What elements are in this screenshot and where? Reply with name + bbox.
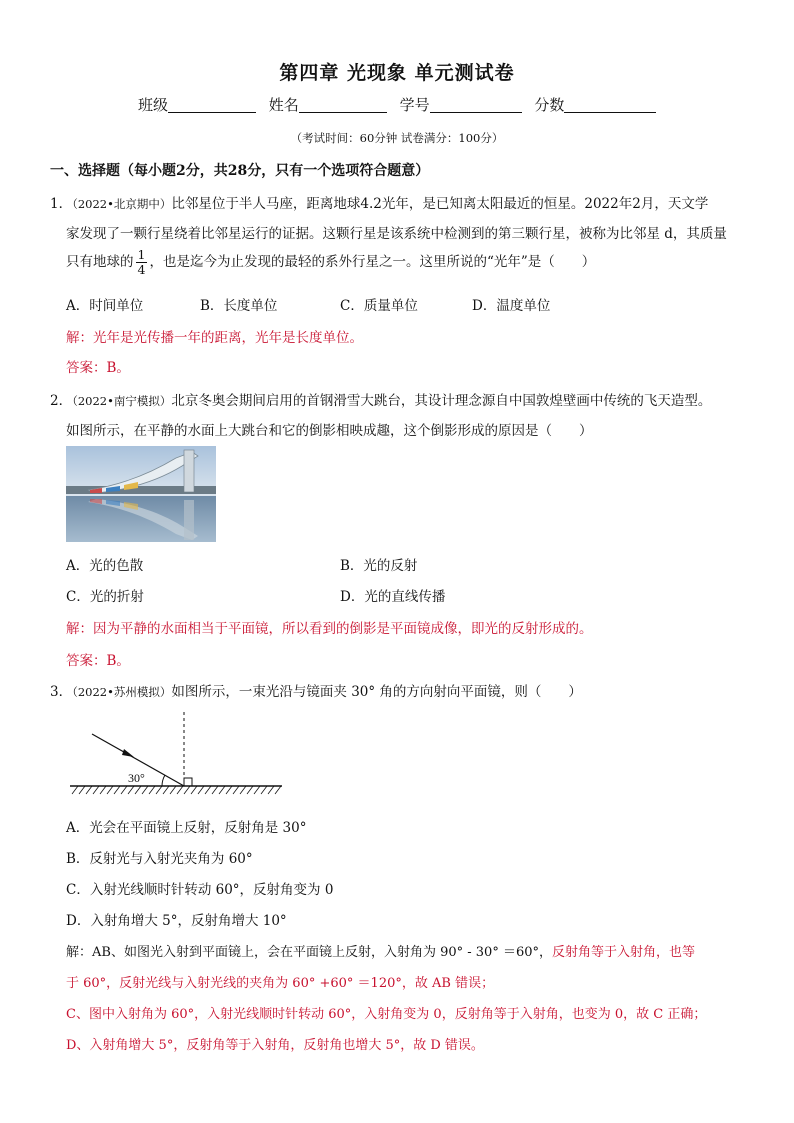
right-angle-marker (184, 778, 192, 786)
q2-option-b[interactable]: B．光的反射 (340, 558, 418, 574)
angle-label: 30° (128, 771, 145, 785)
q3-solution-1a: 解：AB、如图光入射到平面镜上，会在平面镜上反射，入射角为 90° - 30° ＝60°， (66, 945, 552, 960)
q3-solution-4a: D、入射角增大 5°， (66, 1038, 187, 1053)
q2-line1 (50, 389, 711, 409)
class-label: 班级 (138, 96, 169, 114)
q1-line2: 家发现了一颗行星绕着比邻星运行的证据。这颗行星是该系统中检测到的第三颗行星，被称为比邻星 d，其质量 (66, 226, 727, 242)
q3-solution-1b: 反射角等于入射角，也等 (552, 945, 696, 960)
q3-option-d[interactable]: D．入射角增大 5°，反射角增大 10° (66, 913, 287, 929)
q3-option-c[interactable]: C．入射光线顺时针转动 60°，反射角变为 0 (66, 882, 334, 898)
q1-source: （2022•北京期中） (72, 197, 172, 211)
fraction-numerator: 1 (137, 247, 146, 262)
class-blank[interactable] (168, 96, 256, 113)
mirror-diagram (66, 708, 286, 800)
ski-jump-photo (66, 446, 216, 542)
q3-number: 3． (50, 684, 73, 700)
mirror-hatching (72, 786, 281, 794)
exam-note: （考试时间：60分钟 试卷满分：100分） (290, 131, 504, 145)
q1-text3b: ，也是迄今为止发现的最轻的系外行星之一。这里所说的“光年”是（ ） (149, 254, 596, 270)
q3-text1: 如图所示，一束光沿与镜面夹 30° 角的方向射向平面镜，则（ ） (171, 684, 582, 700)
q1-fraction (136, 248, 148, 277)
q3-option-a[interactable]: A．光会在平面镜上反射，反射角是 30° (66, 820, 307, 836)
q1-option-b[interactable]: B．长度单位 (200, 298, 278, 314)
id-blank[interactable] (430, 96, 522, 113)
id-label: 学号 (399, 96, 430, 114)
q3-solution-line4 (66, 1034, 484, 1053)
q2-source: （2022•南宁模拟） (72, 394, 172, 408)
q3-source: （2022•苏州模拟） (72, 685, 172, 699)
fraction-denominator: 4 (137, 262, 146, 277)
angle-arc (162, 775, 165, 786)
q1-option-a[interactable]: A．时间单位 (66, 298, 144, 314)
q3-solution-4b: 反射角等于入射角， (186, 1038, 304, 1053)
q1-text3a: 只有地球的 (66, 254, 134, 270)
q2-option-c[interactable]: C．光的折射 (66, 589, 144, 605)
q3-line1 (50, 680, 582, 700)
q1-text1: 比邻星位于半人马座，距离地球4.2光年，是已知离太阳最近的恒星。2022年2月，天文学 (171, 196, 709, 212)
q1-solution: 解：光年是光传播一年的距离，光年是长度单位。 (66, 330, 363, 346)
q3-solution-line2: 于 60°，反射光线与入射光线的夹角为 60° +60° ＝120°，故 AB 错误； (66, 976, 495, 991)
page-title: 第四章 光现象 单元测试卷 (279, 62, 515, 84)
q3-option-b[interactable]: B．反射光与入射光夹角为 60° (66, 851, 253, 867)
score-blank[interactable] (564, 96, 656, 113)
q2-text1: 北京冬奥会期间启用的首钢滑雪大跳台，其设计理念源自中国敦煌壁画中传统的飞天造型。 (171, 393, 712, 409)
q1-number: 1． (50, 196, 73, 212)
q3-solution-line3: C、图中入射角为 60°，入射光线顺时针转动 60°，入射角变为 0，反射角等于入射角，也变为 0，故 C 正确； (66, 1007, 707, 1022)
q1-line3 (66, 248, 595, 277)
q1-option-c[interactable]: C．质量单位 (340, 298, 418, 314)
q2-answer: 答案：B。 (66, 653, 130, 669)
ski-jump-illustration (66, 446, 216, 542)
q2-line2: 如图所示，在平静的水面上大跳台和它的倒影相映成趣，这个倒影形成的原因是（ ） (66, 423, 593, 439)
q2-option-d[interactable]: D．光的直线传播 (340, 589, 446, 605)
name-blank[interactable] (299, 96, 387, 113)
q3-solution-4c: 反射角也增大 5°，故 D 错误。 (303, 1038, 484, 1053)
q2-option-a[interactable]: A．光的色散 (66, 558, 144, 574)
q1-answer: 答案：B。 (66, 360, 130, 376)
q2-number: 2． (50, 393, 73, 409)
q3-solution-line1 (66, 941, 695, 960)
name-label: 姓名 (268, 96, 299, 114)
q2-solution: 解：因为平静的水面相当于平面镜，所以看到的倒影是平面镜成像，即光的反射形成的。 (66, 621, 593, 637)
score-label: 分数 (534, 96, 565, 114)
section-heading: 一、选择题（每小题2分，共28分，只有一个选项符合题意） (50, 163, 430, 179)
q1-line1 (50, 192, 708, 212)
student-info-row (138, 94, 664, 115)
ray-arrow-icon (122, 749, 134, 757)
q1-option-d[interactable]: D．温度单位 (472, 298, 551, 314)
